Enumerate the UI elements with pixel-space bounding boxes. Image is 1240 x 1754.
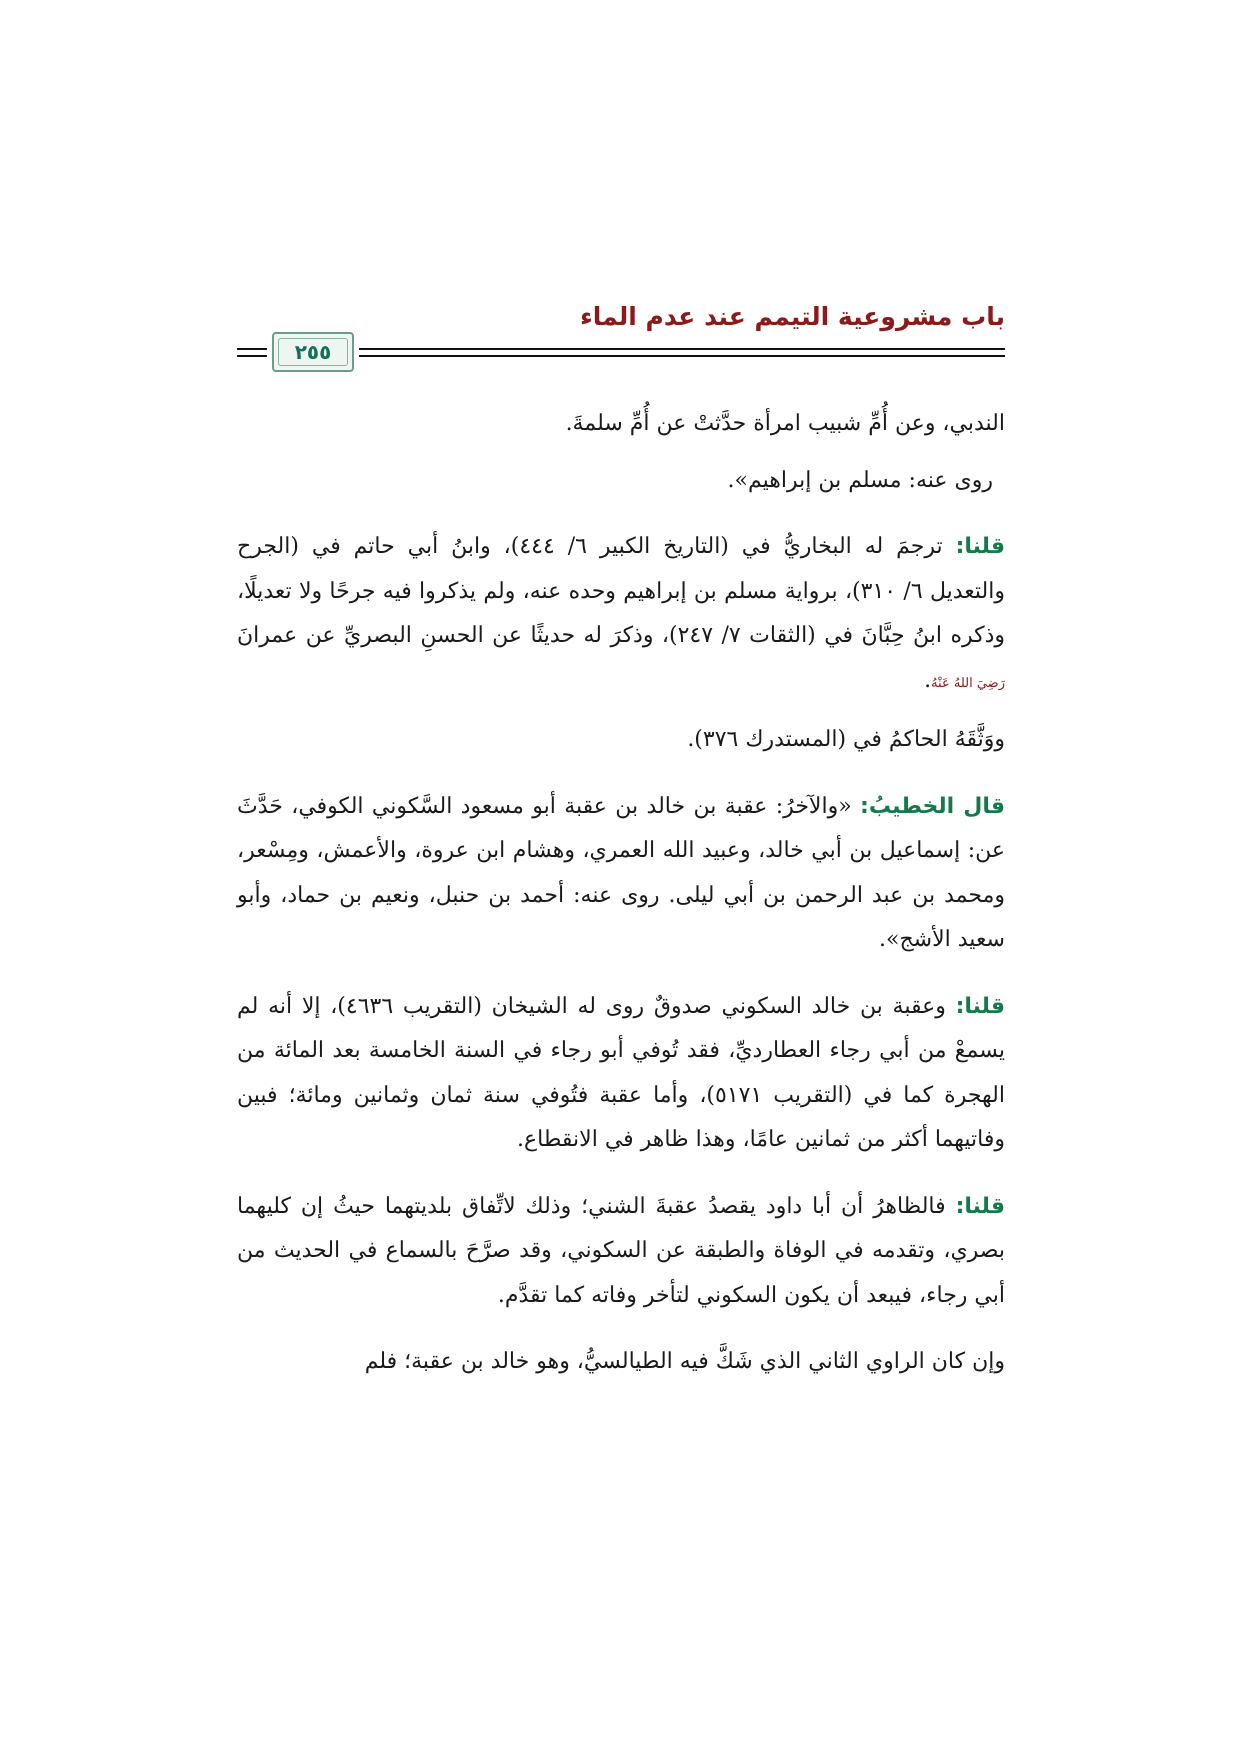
paragraph-5 xyxy=(237,785,1005,963)
page-number: ٢٥٥ xyxy=(294,340,332,364)
paragraph-8 xyxy=(237,1340,1005,1385)
honorific-glyph: رَضِيَ اللهُ عَنْهُ xyxy=(931,675,1005,691)
header-rule-left-upper xyxy=(237,348,267,350)
paragraph-text: ووَثَّقَهُ الحاكمُ في (المستدرك ٣٧٦). xyxy=(687,727,1005,752)
paragraph-text: «والآخرُ: عقبة بن خالد بن عقبة أبو مسعود السَّكوني الكوفي، حَدَّثَ عن: إسماعيل بن أبي خالد، وعبيد الله العمري، وهشام ابن عروة، والأعمش، ومِسْعر، ومحمد بن عبد الرحمن بن أبي ليلى. روى عنه: أحمد بن حنبل، ونعيم بن حماد، وأبو سعيد الأشج». xyxy=(237,793,1005,952)
paragraph-6 xyxy=(237,985,1005,1163)
paragraph-text: روى عنه: مسلم بن إبراهيم». xyxy=(727,467,993,493)
paragraph-7 xyxy=(237,1185,1005,1319)
paragraph-text: فالظاهرُ أن أبا داود يقصدُ عقبةَ الشني؛ وذلك لاتِّفاق بلديتهما حيثُ إن كليهما بصري، وتقدمه في الوفاة والطبقة عن السكوني، وقد صرَّحَ بالسماع في الحديث من أبي رجاء، فيبعد أن يكون السكوني لتأخر وفاته كما تقدَّم. xyxy=(237,1193,1005,1308)
page-number-badge xyxy=(272,332,354,372)
paragraph-text: ترجمَ له البخاريُّ في (التاريخ الكبير ٦/ ٤٤٤)، وابنُ أبي حاتم في (الجرح والتعديل ٦/ ٣١٠)، برواية مسلم بن إبراهيم وحده عنه، ولم يذكروا فيه جرحًا ولا تعديلًا، وذكره ابنُ حِبَّانَ في (الثقات ٧/ ٢٤٧)، وذكرَ له حديثًا عن الحسنِ البصريِّ عن عمرانَ xyxy=(237,534,1006,648)
header-rule-right-lower xyxy=(359,355,1005,357)
paragraph-1 xyxy=(237,402,1005,447)
paragraph-text: وعقبة بن خالد السكوني صدوقٌ روى له الشيخان (التقريب ٤٦٣٦)، إلا أنه لم يسمعْ من أبي رجاء العطارديِّ، فقد تُوفي أبو رجاء في السنة الخامسة بعد المائة من الهجرة كما في (التقريب ٥١٧١)، وأما عقبة فتُوفي سنة ثمان وثمانين ومائة؛ فبين وفاتيهما أكثر من ثمانين عامًا، وهذا ظاهر في الانقطاع. xyxy=(237,993,1005,1152)
paragraph-3 xyxy=(237,525,1005,706)
page-header xyxy=(237,292,1005,392)
header-rule-left-lower xyxy=(237,355,267,357)
paragraph-text: وإن كان الراوي الثاني الذي شَكَّ فيه الطيالسيُّ، وهو خالد بن عقبة؛ فلم xyxy=(364,1349,1005,1374)
paragraph-text: الندبي، وعن أُمِّ شبيب امرأة حدَّثتْ عن أُمِّ سلمةَ. xyxy=(565,411,1005,436)
qulna-label: قلنا: xyxy=(955,993,1005,1019)
paragraph-end: . xyxy=(924,667,932,693)
page-body xyxy=(237,402,1005,1407)
qal-al-khatib-label: قال الخطيبُ: xyxy=(860,793,1005,819)
qulna-label: قلنا: xyxy=(955,1193,1005,1219)
chapter-title: باب مشروعية التيمم عند عدم الماء xyxy=(579,302,1005,331)
header-rule-right-upper xyxy=(359,348,1005,350)
qulna-label: قلنا: xyxy=(955,534,1005,559)
paragraph-4 xyxy=(237,718,1005,763)
paragraph-2 xyxy=(237,459,1005,504)
